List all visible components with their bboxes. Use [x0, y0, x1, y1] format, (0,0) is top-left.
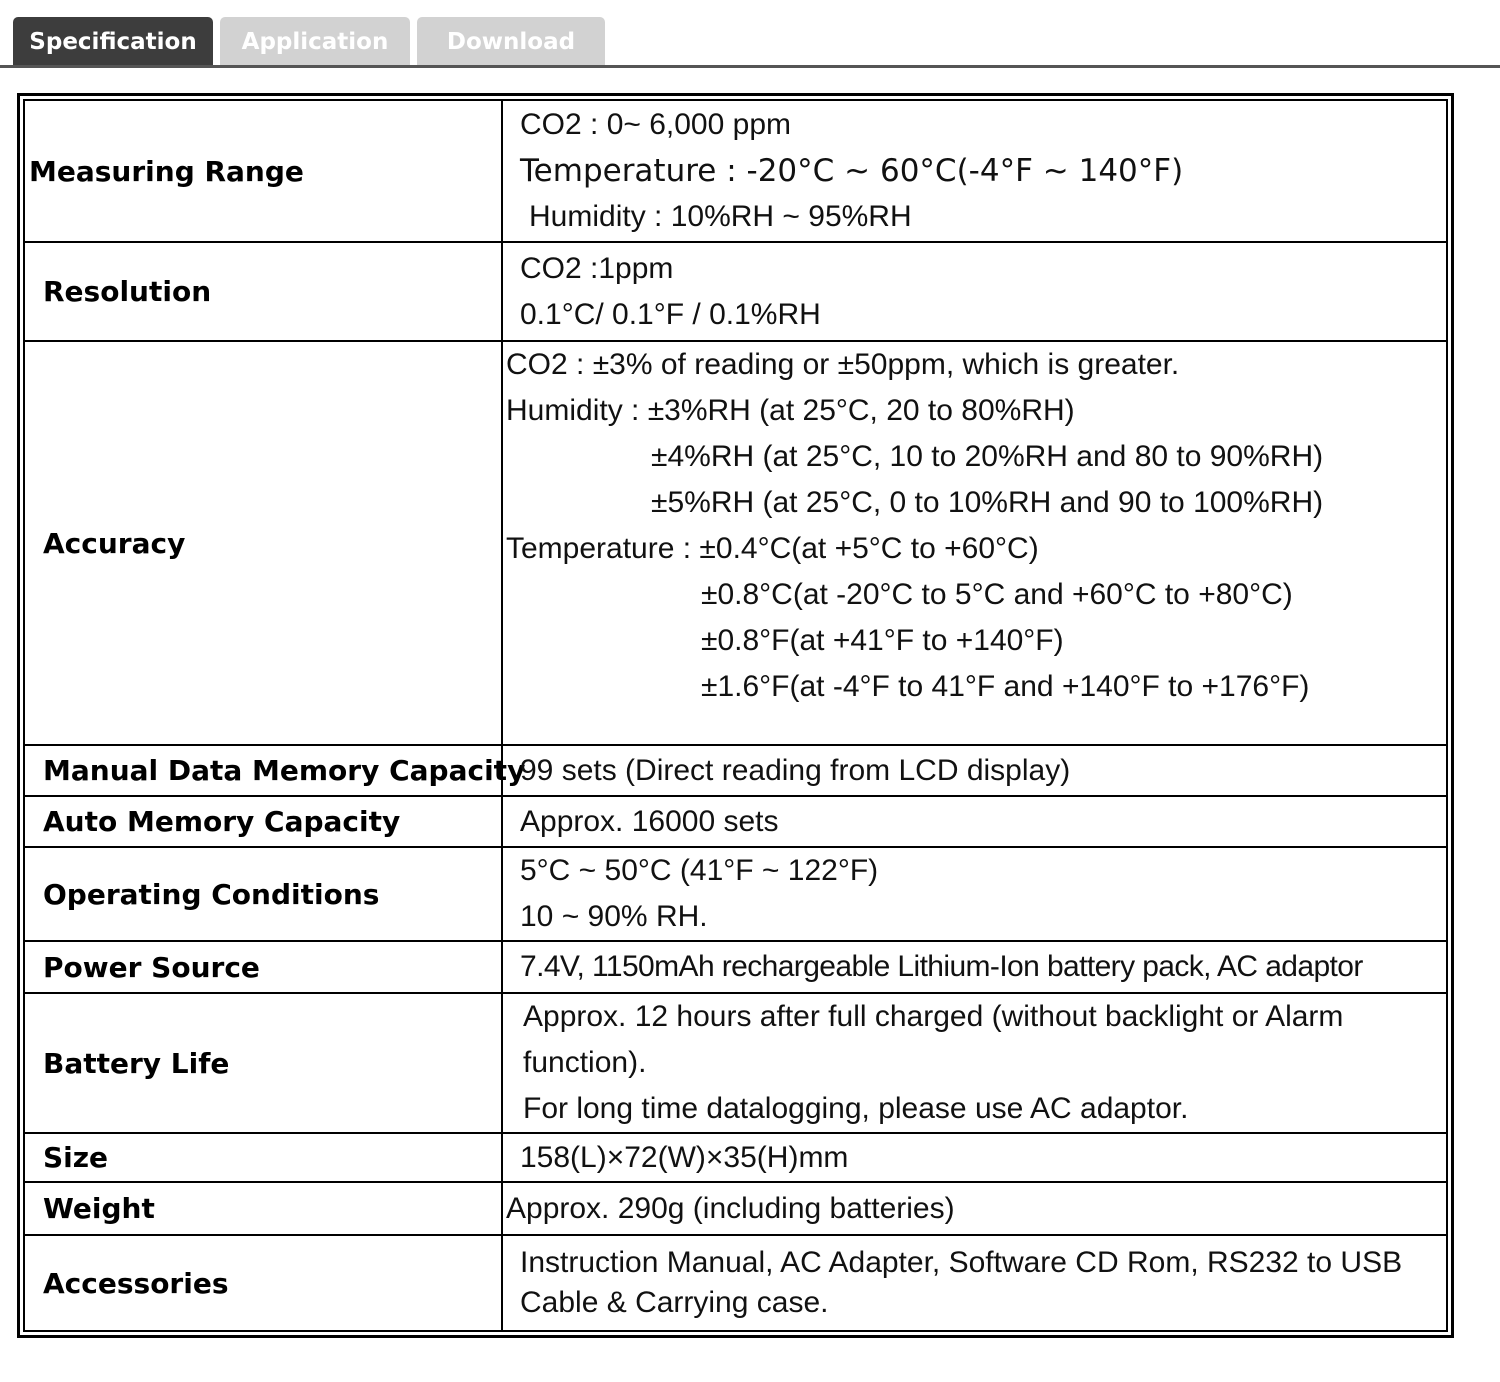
- specification-table: [17, 93, 1454, 1338]
- table-row-resolution: [25, 242, 1446, 341]
- spec-value: CO2 : ±3% of reading or ±50ppm, which is greater.: [506, 348, 1180, 381]
- spec-value: ±1.6°F(at -4°F to 41°F and +140°F to +176°F): [701, 670, 1310, 703]
- spec-label: Power Source: [43, 950, 260, 984]
- table-row-battery-life: [25, 993, 1446, 1133]
- spec-value: Approx. 12 hours after full charged (without backlight or Alarm: [523, 1000, 1344, 1033]
- spec-value: Approx. 290g (including batteries): [506, 1191, 955, 1225]
- spec-value: Temperature : -20°C ~ 60°C(-4°F ~ 140°F): [520, 153, 1184, 189]
- spec-label: Auto Memory Capacity: [43, 805, 401, 838]
- spec-label: Accuracy: [43, 526, 186, 560]
- table-row-accessories: [25, 1235, 1446, 1330]
- spec-label: Accessories: [43, 1266, 229, 1300]
- spec-label: Size: [43, 1141, 109, 1174]
- spec-value: CO2 :1ppm: [520, 251, 674, 285]
- tab-bar: [0, 0, 1500, 68]
- spec-label: Weight: [43, 1192, 155, 1225]
- spec-value: Humidity : ±3%RH (at 25°C, 20 to 80%RH): [506, 394, 1075, 427]
- spec-value: ±0.8°F(at +41°F to +140°F): [701, 624, 1064, 657]
- spec-value: Approx. 16000 sets: [520, 804, 779, 838]
- spec-value: Instruction Manual, AC Adapter, Software CD Rom, RS232 to USB: [520, 1246, 1403, 1279]
- spec-label: Battery Life: [43, 1046, 230, 1080]
- spec-label: Measuring Range: [29, 154, 304, 188]
- table-row-size: [25, 1133, 1446, 1182]
- spec-label: Operating Conditions: [43, 877, 380, 911]
- spec-value: ±4%RH (at 25°C, 10 to 20%RH and 80 to 90%RH): [651, 440, 1324, 473]
- spec-value: 7.4V, 1150mAh rechargeable Lithium-Ion battery pack, AC adaptor: [520, 950, 1363, 983]
- table-row-operating-conditions: [25, 847, 1446, 941]
- table-row-accuracy: [25, 341, 1446, 745]
- spec-value: 10 ~ 90% RH.: [520, 900, 708, 933]
- tab-download[interactable]: Download: [417, 17, 605, 66]
- table-row-power-source: [25, 941, 1446, 993]
- spec-value: 0.1°C/ 0.1°F / 0.1%RH: [520, 297, 821, 331]
- spec-label: Manual Data Memory Capacity: [43, 754, 526, 787]
- spec-label: Resolution: [43, 275, 212, 308]
- spec-value: ±0.8°C(at -20°C to 5°C and +60°C to +80°C): [701, 578, 1293, 611]
- table-row-auto-memory: [25, 796, 1446, 847]
- tab-divider: [0, 65, 1500, 68]
- spec-value: ±5%RH (at 25°C, 0 to 10%RH and 90 to 100%RH): [651, 486, 1324, 519]
- spec-value: For long time datalogging, please use AC adaptor.: [523, 1092, 1189, 1125]
- spec-value: Temperature : ±0.4°C(at +5°C to +60°C): [506, 532, 1039, 565]
- spec-value: 5°C ~ 50°C (41°F ~ 122°F): [520, 854, 879, 887]
- tab-specification[interactable]: Specification: [13, 17, 213, 66]
- spec-value: Humidity : 10%RH ~ 95%RH: [529, 200, 912, 233]
- spec-value: 158(L)×72(W)×35(H)mm: [520, 1140, 849, 1174]
- table-row-manual-memory: [25, 745, 1446, 796]
- table-row-measuring-range: [25, 101, 1446, 242]
- spec-value: Cable & Carrying case.: [520, 1286, 829, 1319]
- tab-application[interactable]: Application: [220, 17, 410, 66]
- spec-value: CO2 : 0~ 6,000 ppm: [520, 108, 791, 141]
- spec-value: 99 sets (Direct reading from LCD display): [520, 753, 1071, 787]
- table-row-weight: [25, 1182, 1446, 1235]
- spec-value: function).: [523, 1046, 647, 1079]
